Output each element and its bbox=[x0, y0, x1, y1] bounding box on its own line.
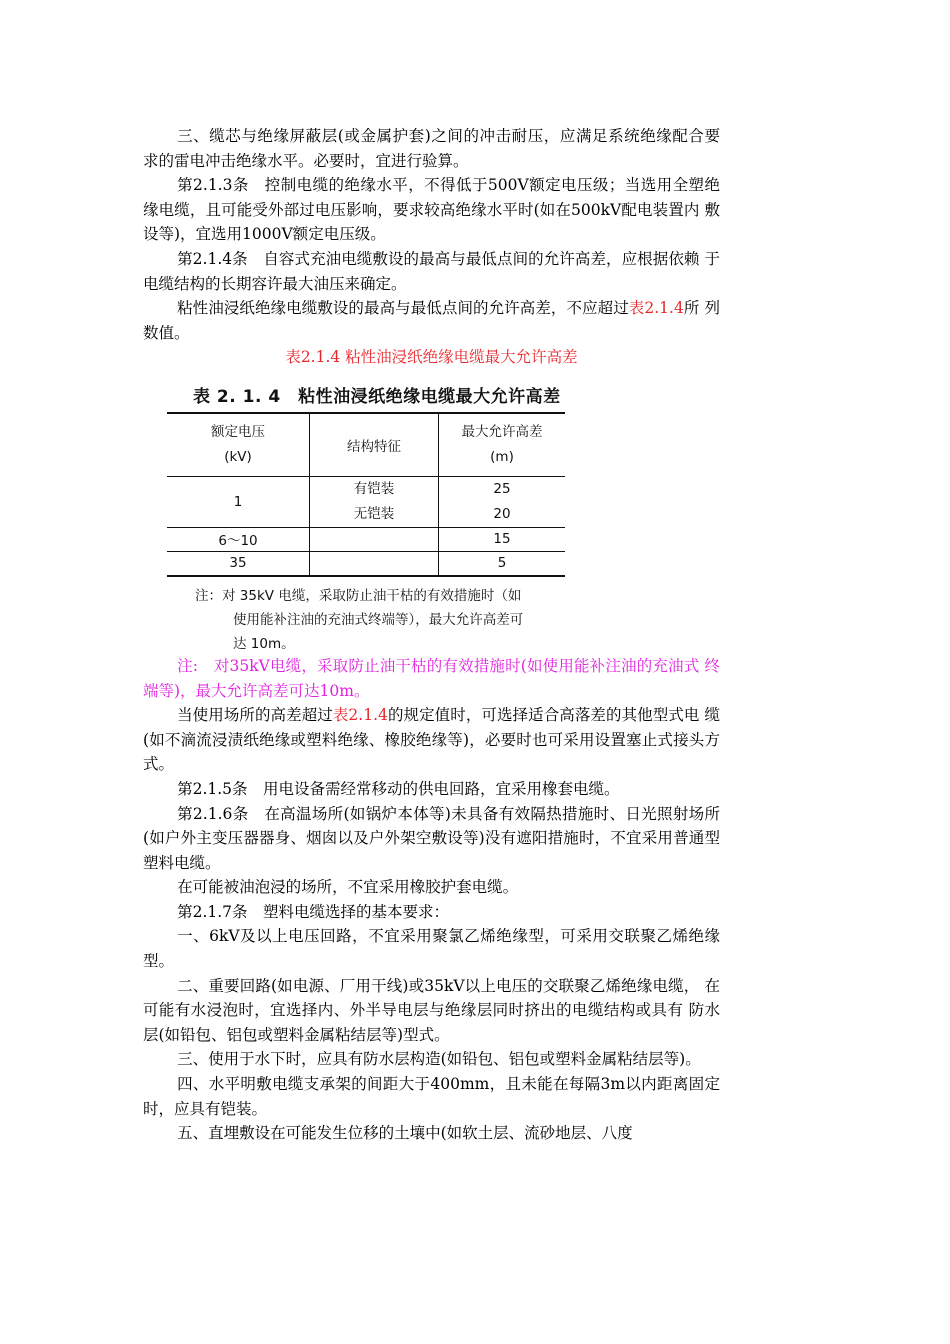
paragraph: 二、重要回路(如电源、厂用干线)或35kV以上电压的交联聚乙烯绝缘电缆， 在可能有水浸泡时，宜选择内、外半导电层与绝缘层同时挤出的电缆结构或具有 防水层(如铅包、铝包或塑料金属粘结层等)型式。 bbox=[143, 976, 720, 1044]
cell-height: 25 20 bbox=[439, 476, 566, 527]
table-row bbox=[167, 476, 565, 527]
scan-note: 注：对 35kV 电缆，采取防止油干枯的有效措施时（如 使用能补注油的充油式终端等），最大允许高差可 达 10m。 bbox=[195, 587, 524, 652]
paragraph: 第2.1.3条 控制电缆的绝缘水平，不得低于500V额定电压级；当选用全塑绝缘电缆，且可能受外部过电压影响，要求较高绝缘水平时(如在500kV配电装置内 敷设等)，宜选用1000V额定电压级。 bbox=[143, 176, 720, 244]
table-note: 注: 对35kV电缆，采取防止油干枯的有效措施时(如使用能补注油的充油式 终端等)，最大允许高差可达10m。 bbox=[143, 656, 720, 700]
paragraph: 三、缆芯与绝缘屏蔽层(或金属护套)之间的冲击耐压，应满足系统绝缘配合要 求的雷电冲击绝缘水平。必要时，宜进行验算。 bbox=[143, 127, 720, 170]
table-link[interactable]: 表2.1.4 bbox=[628, 299, 684, 318]
height-table bbox=[167, 412, 565, 577]
cell-height: 15 bbox=[439, 527, 566, 551]
paragraph-text: 当使用场所的高差超过 bbox=[177, 706, 333, 725]
paragraph bbox=[143, 296, 720, 345]
document-page bbox=[143, 124, 720, 1146]
scanned-table-image bbox=[167, 380, 587, 650]
scan-title: 表 2. 1. 4 粘性油浸纸绝缘电缆最大允许高差 bbox=[193, 386, 561, 407]
cell-structure bbox=[310, 527, 439, 551]
paragraph-text: 所 列数值。 bbox=[143, 299, 720, 342]
paragraph-text: 的规定值时，可选择适合高落差的其他型式电 缆(如不滴流浸渍纸绝缘或塑料绝缘、橡胶绝缘等)，必要时也可采用设置塞止式接头方式。 bbox=[143, 706, 720, 774]
cell-voltage: 35 bbox=[167, 551, 310, 576]
cell-voltage: 6～10 bbox=[167, 527, 310, 551]
paragraph: 四、水平明敷电缆支承架的间距大于400mm，且未能在每隔3m以内距离固定时，应具有铠装。 bbox=[143, 1075, 720, 1118]
header-structure: 结构特征 bbox=[310, 413, 439, 477]
table-caption: 表2.1.4 粘性油浸纸绝缘电缆最大允许高差 bbox=[285, 348, 578, 367]
header-voltage: 额定电压 (kV) bbox=[167, 413, 310, 477]
cell-structure bbox=[310, 551, 439, 576]
paragraph: 第2.1.7条 塑料电缆选择的基本要求： bbox=[177, 902, 450, 921]
cell-height: 5 bbox=[439, 551, 566, 576]
paragraph: 第2.1.6条 在高温场所(如锅炉本体等)未具备有效隔热措施时、日光照射场所 (如户外主变压器器身、烟囱以及户外架空敷设等)没有遮阳措施时，不宜采用普通型塑料电缆。 bbox=[143, 804, 720, 872]
paragraph bbox=[143, 703, 720, 777]
paragraph: 第2.1.5条 用电设备需经常移动的供电回路，宜采用橡套电缆。 bbox=[177, 779, 620, 798]
paragraph: 一、6kV及以上电压回路，不宜采用聚氯乙烯绝缘型，可采用交联聚乙烯绝缘型。 bbox=[143, 927, 720, 971]
paragraph: 在可能被油泡浸的场所，不宜采用橡胶护套电缆。 bbox=[177, 878, 519, 897]
cell-voltage: 1 bbox=[167, 476, 310, 527]
table-link[interactable]: 表2.1.4 bbox=[332, 706, 388, 725]
paragraph: 第2.1.4条 自容式充油电缆敷设的最高与最低点间的允许高差，应根据依赖 于电缆结构的长期容许最大油压来确定。 bbox=[143, 249, 720, 293]
table-row bbox=[167, 527, 565, 551]
header-height: 最大允许高差 (m) bbox=[439, 413, 566, 477]
paragraph-text: 粘性油浸纸绝缘电缆敷设的最高与最低点间的允许高差，不应超过 bbox=[177, 299, 629, 318]
table-row bbox=[167, 551, 565, 576]
paragraph: 三、使用于水下时，应具有防水层构造(如铅包、铝包或塑料金属粘结层等)。 bbox=[177, 1050, 701, 1069]
paragraph: 五、直埋敷设在可能发生位移的土壤中(如软土层、流砂地层、八度 bbox=[177, 1124, 633, 1143]
cell-structure: 有铠装 无铠装 bbox=[310, 476, 439, 527]
